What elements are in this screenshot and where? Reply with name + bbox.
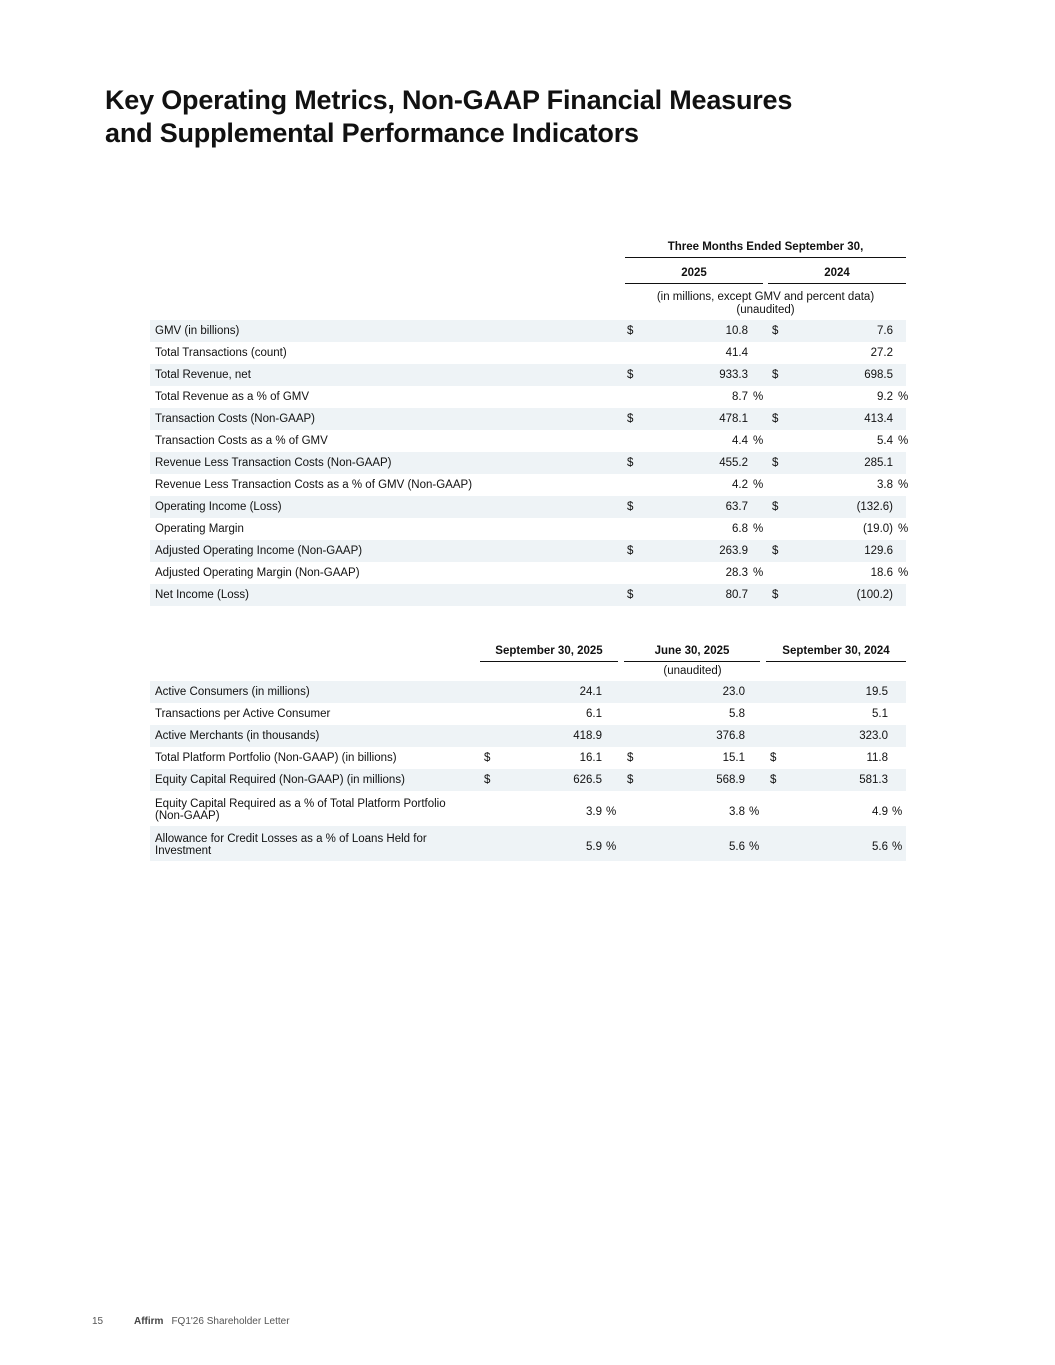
page-title-line-1: Key Operating Metrics, Non-GAAP Financial Measures (105, 85, 793, 115)
value-cell: 23.0 (722, 686, 745, 698)
value-cell: 6.8 (732, 523, 748, 535)
value-cell: 5.4 (877, 435, 893, 447)
row-label: Revenue Less Transaction Costs (Non-GAAP) (155, 457, 392, 469)
table-row (150, 496, 906, 518)
value-cell: 933.3 (719, 369, 748, 381)
table-row (150, 725, 906, 747)
table-row (150, 408, 906, 430)
units-note-line-2: (unaudited) (736, 304, 795, 316)
row-label: Adjusted Operating Income (Non-GAAP) (155, 545, 363, 557)
percent-sign: % (898, 479, 909, 491)
value-cell: 5.9 (586, 841, 602, 853)
value-cell: 478.1 (719, 413, 748, 425)
value-cell: 4.9 (872, 806, 888, 818)
value-cell: 581.3 (859, 774, 888, 786)
value-cell: 3.9 (586, 806, 602, 818)
percent-sign: % (898, 435, 909, 447)
table-row (150, 791, 906, 826)
page-number: 15 (92, 1316, 104, 1327)
value-cell: 28.3 (725, 567, 748, 579)
row-label: Operating Margin (155, 523, 244, 535)
value-cell: 18.6 (870, 567, 893, 579)
currency-symbol: $ (627, 545, 634, 557)
supplemental-indicators-body (150, 681, 906, 861)
percent-sign: % (606, 841, 617, 853)
value-cell: (100.2) (856, 589, 893, 601)
value-cell: 7.6 (877, 325, 893, 337)
supplemental-indicators-header (150, 642, 906, 681)
currency-symbol: $ (772, 501, 779, 513)
column-header-2024: 2024 (768, 264, 906, 284)
page-title (105, 84, 792, 150)
value-cell: (132.6) (856, 501, 893, 513)
table-row (150, 320, 906, 342)
document-title: FQ1'26 Shareholder Letter (171, 1316, 290, 1327)
value-cell: 323.0 (859, 730, 888, 742)
value-cell: 418.9 (573, 730, 602, 742)
value-cell: 568.9 (716, 774, 745, 786)
value-cell: 9.2 (877, 391, 893, 403)
currency-symbol: $ (772, 413, 779, 425)
brand-name: Affirm (134, 1316, 164, 1327)
percent-sign: % (753, 567, 764, 579)
value-cell: 10.8 (725, 325, 748, 337)
row-label: Transaction Costs (Non-GAAP) (155, 413, 315, 425)
row-label: Net Income (Loss) (155, 589, 249, 601)
value-cell: 455.2 (719, 457, 748, 469)
supplemental-indicators-table (150, 642, 906, 861)
column-header-2025: 2025 (625, 264, 763, 284)
page-title-line-2: and Supplemental Performance Indicators (105, 118, 639, 148)
row-label: Total Platform Portfolio (Non-GAAP) (in billions) (155, 752, 397, 764)
table-row (150, 562, 909, 584)
percent-sign: % (898, 523, 909, 535)
table-row (150, 540, 906, 562)
period-span-header: Three Months Ended September 30, (625, 238, 906, 258)
operating-metrics-header (150, 238, 906, 320)
page-footer (92, 1316, 290, 1327)
row-label: Operating Income (Loss) (155, 501, 282, 513)
table-row (150, 364, 906, 386)
operating-metrics-body (150, 320, 909, 606)
unaudited-note: (unaudited) (663, 665, 722, 677)
value-cell: 19.5 (865, 686, 888, 698)
value-cell: 626.5 (573, 774, 602, 786)
row-label: GMV (in billions) (155, 325, 240, 337)
table-row (150, 430, 909, 452)
value-cell: 5.1 (872, 708, 888, 720)
currency-symbol: $ (627, 752, 634, 764)
currency-symbol: $ (627, 325, 634, 337)
table-row (150, 584, 906, 606)
table-row (150, 452, 906, 474)
value-cell: 6.1 (586, 708, 602, 720)
currency-symbol: $ (772, 369, 779, 381)
value-cell: 129.6 (864, 545, 893, 557)
currency-symbol: $ (770, 752, 777, 764)
value-cell: 8.7 (732, 391, 748, 403)
value-cell: 11.8 (866, 752, 888, 764)
currency-symbol: $ (770, 774, 777, 786)
currency-symbol: $ (627, 457, 634, 469)
row-label: Allowance for Credit Losses as a % of Loans Held for Investment (155, 833, 427, 857)
table-row (150, 826, 906, 861)
row-label: Equity Capital Required (Non-GAAP) (in millions) (155, 774, 405, 786)
row-label: Active Merchants (in thousands) (155, 730, 320, 742)
value-cell: 16.1 (579, 752, 602, 764)
row-label: Revenue Less Transaction Costs as a % of GMV (Non-GAAP) (155, 479, 473, 491)
currency-symbol: $ (627, 589, 634, 601)
percent-sign: % (753, 523, 764, 535)
value-cell: 27.2 (870, 347, 893, 359)
currency-symbol: $ (484, 752, 491, 764)
column-header-jun-2025: June 30, 2025 (624, 642, 760, 662)
table-row (150, 769, 906, 791)
value-cell: 15.1 (722, 752, 745, 764)
table-row (150, 747, 906, 769)
table-row (150, 681, 906, 703)
value-cell: 3.8 (877, 479, 893, 491)
percent-sign: % (753, 435, 764, 447)
units-note-line-1: (in millions, except GMV and percent data) (656, 291, 875, 303)
value-cell: 24.1 (579, 686, 602, 698)
table-row (150, 518, 909, 540)
table-row (150, 474, 909, 496)
percent-sign: % (749, 841, 760, 853)
value-cell: 263.9 (719, 545, 748, 557)
percent-sign: % (898, 391, 909, 403)
value-cell: 3.8 (729, 806, 745, 818)
row-label: Total Transactions (count) (155, 347, 287, 359)
percent-sign: % (753, 391, 764, 403)
percent-sign: % (898, 567, 909, 579)
percent-sign: % (749, 806, 760, 818)
value-cell: 41.4 (725, 347, 748, 359)
value-cell: 4.2 (732, 479, 748, 491)
row-label: Transaction Costs as a % of GMV (155, 435, 328, 447)
row-label: Adjusted Operating Margin (Non-GAAP) (155, 567, 360, 579)
value-cell: 80.7 (725, 589, 748, 601)
currency-symbol: $ (772, 457, 779, 469)
row-label: Total Revenue, net (155, 369, 251, 381)
value-cell: 5.6 (729, 841, 745, 853)
value-cell: 63.7 (725, 501, 748, 513)
currency-symbol: $ (772, 589, 779, 601)
currency-symbol: $ (627, 501, 634, 513)
value-cell: 4.4 (732, 435, 748, 447)
column-header-sep-2024: September 30, 2024 (766, 642, 906, 662)
value-cell: 376.8 (716, 730, 745, 742)
percent-sign: % (892, 806, 903, 818)
table-row (150, 703, 906, 725)
currency-symbol: $ (772, 545, 779, 557)
table-row (150, 342, 906, 364)
operating-metrics-table (150, 238, 909, 606)
value-cell: 5.6 (872, 841, 888, 853)
currency-symbol: $ (627, 413, 634, 425)
percent-sign: % (753, 479, 764, 491)
row-label: Active Consumers (in millions) (155, 686, 310, 698)
units-note (625, 291, 906, 317)
value-cell: (19.0) (862, 523, 893, 535)
value-cell: 285.1 (864, 457, 893, 469)
currency-symbol: $ (484, 774, 491, 786)
value-cell: 698.5 (864, 369, 893, 381)
column-header-sep-2025: September 30, 2025 (480, 642, 618, 662)
row-label: Transactions per Active Consumer (155, 708, 331, 720)
value-cell: 413.4 (864, 413, 893, 425)
row-label: Total Revenue as a % of GMV (155, 391, 310, 403)
percent-sign: % (892, 841, 903, 853)
value-cell: 5.8 (729, 708, 745, 720)
currency-symbol: $ (627, 369, 634, 381)
percent-sign: % (606, 806, 617, 818)
currency-symbol: $ (772, 325, 779, 337)
currency-symbol: $ (627, 774, 634, 786)
row-label: Equity Capital Required as a % of Total Platform Portfolio (Non-GAAP) (155, 798, 446, 822)
table-row (150, 386, 909, 408)
